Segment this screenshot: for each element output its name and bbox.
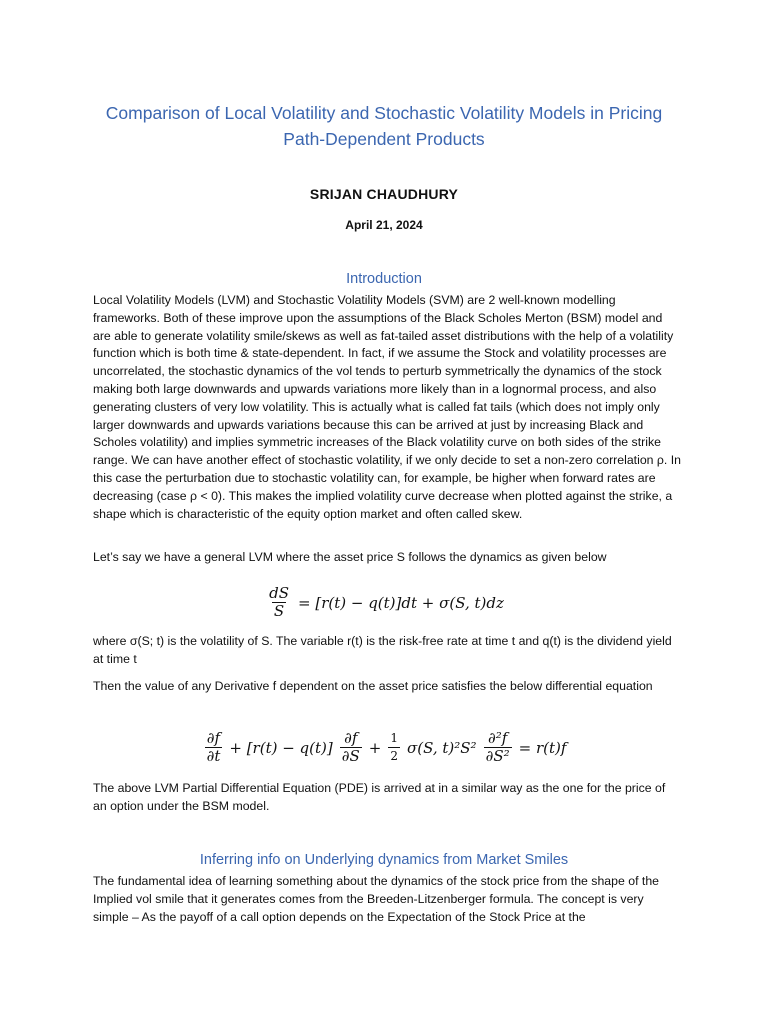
section-heading-introduction: Introduction xyxy=(346,271,422,287)
intro-paragraph-4: Then the value of any Derivative f dependent on the asset price satisfies the below differential equation xyxy=(93,679,653,693)
intro-paragraph-1: Local Volatility Models (LVM) and Stochastic Volatility Models (SVM) are 2 well-known modelling frameworks. Both of these improve upon the assumptions of the Black Scholes Merton (BSM) model and are able to generate volatility smile/skews as well as fat-tailed asset distributions with the help of a volatility function which is both time & state-dependent. In fact, if we assume the Stock and volatility processes are uncorrelated, the stochastic dynamics of the vol tends to perturb symmetrically the dynamics of the stock making both large downwards and upwards variations more likely than in a lognormal process, and also generating clusters of very low volatility. This is actually what is called fat tails (which does not imply only larger downwards and upwards variations because this can be arrived at just by increasing Black and Scholes volatility) and implies symmetric increases of the Black volatility curve on both sides of the strike range. We can have another effect of stochastic volatility, if we only decide to set a non-zero correlation ρ. In this case the perturbation due to stochastic volatility can, for example, be higher when forward rates are decreasing (case ρ < 0). This makes the implied volatility curve decrease when plotted against the strike, a shape which is characteristic of the equity option market and often called skew. xyxy=(93,293,681,521)
fraction-ds-over-s: $\frac{dS}{S}$ xyxy=(269,584,289,620)
paper-title: Comparison of Local Volatility and Stochastic Volatility Models in Pricing Path-Dependent Products xyxy=(105,103,663,149)
fraction-df-dt: $\frac{\partial f}{\partial t}$ xyxy=(206,729,221,765)
intro-paragraph-5: The above LVM Partial Differential Equation (PDE) is arrived at in a similar way as the one for the price of an option under the BSM model. xyxy=(93,781,666,813)
equation-lvm-pde: $\frac{\partial f}{\partial t}$ + [r(t) − q(t)] $\frac{\partial f}{\partial S}$ + $\frac{1}{2}$ σ(S, t)²S² $\frac{\text{∂²f}}{\text{∂S²}}$ = r(t)f xyxy=(206,729,567,765)
intro-paragraph-2: Let’s say we have a general LVM where the asset price S follows the dynamics as given below xyxy=(93,550,607,564)
inferring-paragraph-1: The fundamental idea of learning something about the dynamics of the stock price from the shape of the Implied vol smile that it generates comes from the Breeden-Litzenberger formula. The concept is very simple – As the payoff of a call option depends on the Expectation of the Stock Price at the xyxy=(93,874,659,924)
equation-lvm-dynamics xyxy=(0,584,768,620)
intro-paragraph-3: where σ(S; t) is the volatility of S. The variable r(t) is the risk-free rate at time t and q(t) is the dividend yield at time t xyxy=(93,634,672,666)
equation-rhs: = [r(t) − q(t)]dt + σ(S, t)dz xyxy=(298,593,504,612)
section-heading-inferring-info: Inferring info on Underlying dynamics from Market Smiles xyxy=(199,852,569,868)
publication-date: April 21, 2024 xyxy=(345,218,423,232)
fraction-d2f-ds2: $\frac{\text{∂²f}}{\text{∂S²}}$ xyxy=(485,729,510,765)
fraction-one-half: $\frac{1}{2}$ xyxy=(390,731,399,763)
fraction-df-ds: $\frac{\partial f}{\partial S}$ xyxy=(341,729,360,765)
author-name: SRIJAN CHAUDHURY xyxy=(309,186,459,202)
